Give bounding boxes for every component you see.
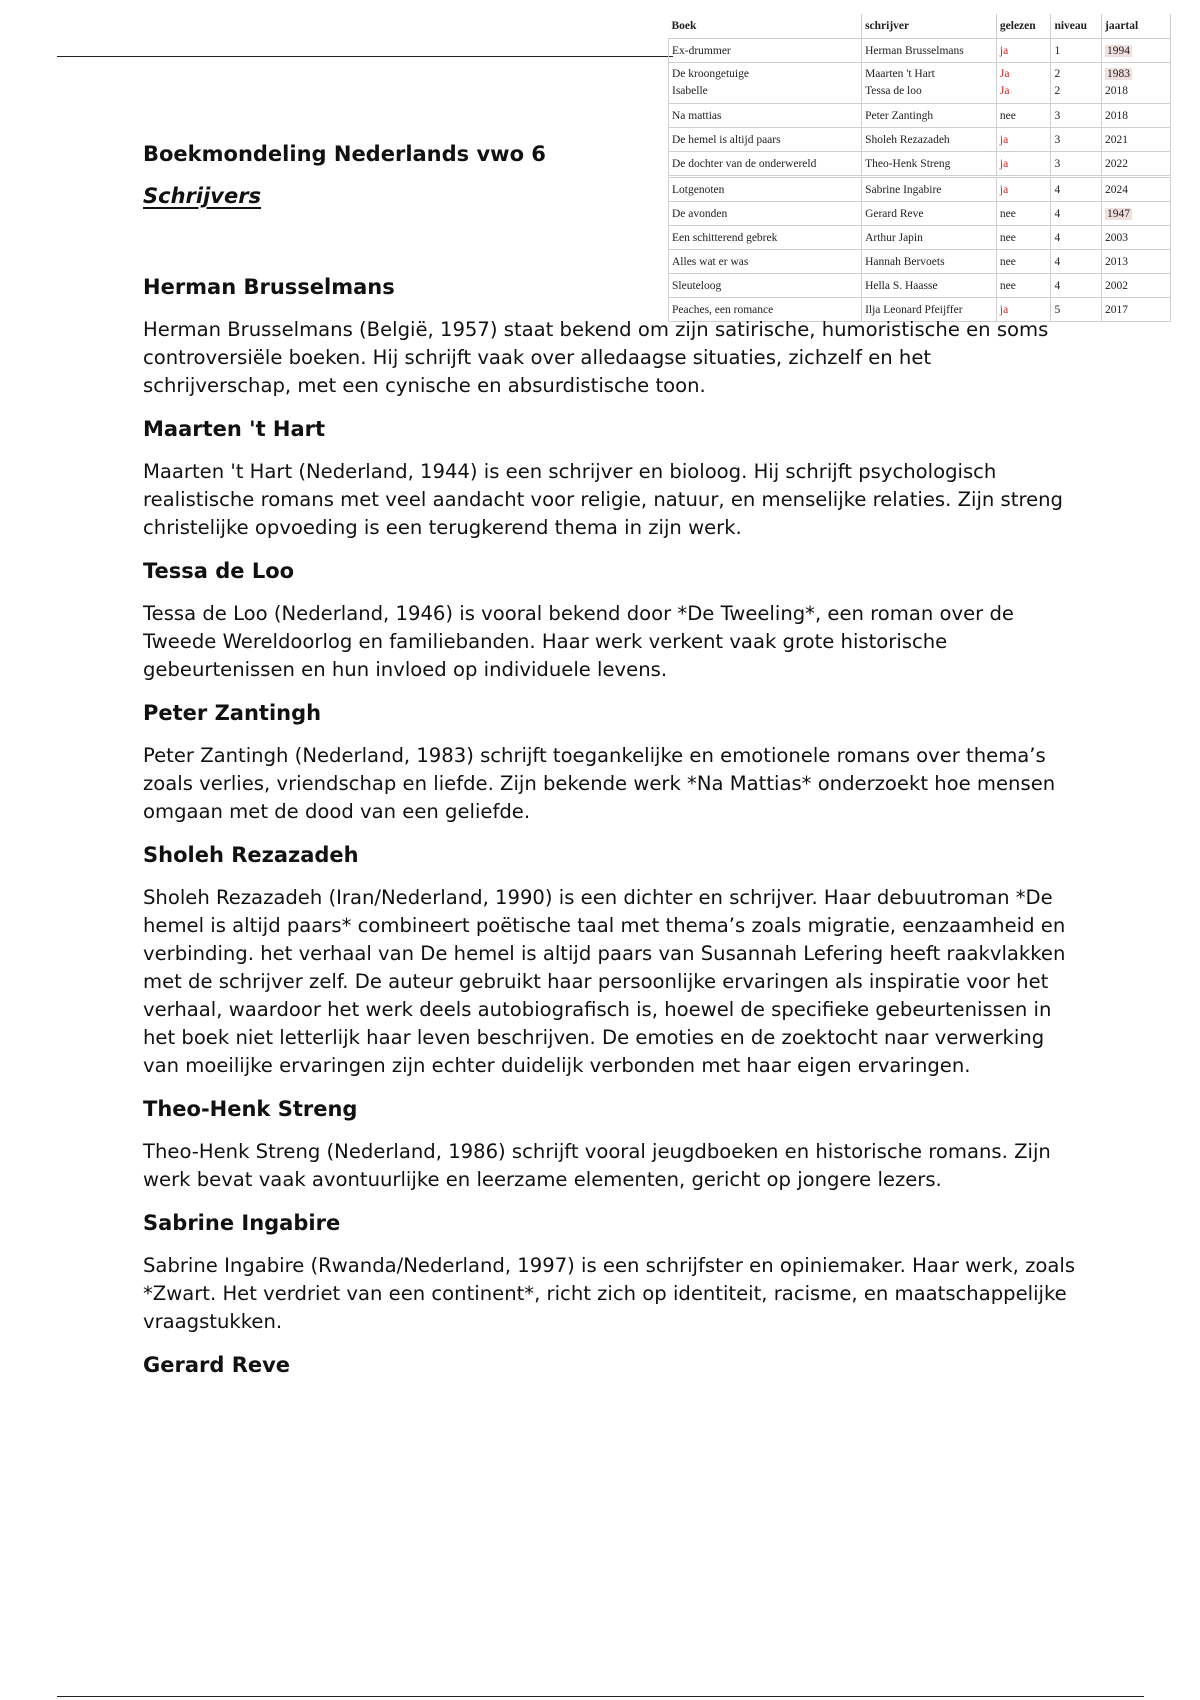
header-rule [57, 56, 673, 57]
table-row [669, 39, 1171, 63]
cell-level: 5 [1051, 298, 1102, 322]
cell-level-line: 2 [1054, 85, 1061, 97]
cell-book: Na mattias [669, 104, 862, 128]
cell-level: 4 [1051, 202, 1102, 226]
cell-book [669, 63, 862, 104]
cell-book-line: Isabelle [672, 85, 708, 97]
table-row [669, 152, 1171, 177]
cell-book: Lotgenoten [669, 177, 862, 202]
cell-level: 4 [1051, 250, 1102, 274]
author-bio-brusselmans: Herman Brusselmans (België, 1957) staat bekend om zijn satirische, humoristische en soms controversiële boeken. Hij schrijft vaak over alledaagse situaties, zichzelf en het schrijverschap, met een cynische en absurdistische toon. [143, 318, 1049, 397]
author-heading-reve: Gerard Reve [143, 1353, 291, 1377]
column-header-author: schrijver [862, 14, 997, 39]
cell-level-line: 2 [1054, 68, 1061, 80]
document-subtitle: Schrijvers [143, 184, 262, 208]
footer-rule [57, 1696, 1144, 1697]
cell-read: nee [996, 250, 1051, 274]
author-heading-ingabire: Sabrine Ingabire [143, 1211, 341, 1235]
author-heading-rezazadeh: Sholeh Rezazadeh [143, 843, 359, 867]
cell-year-line: 2018 [1105, 85, 1128, 97]
author-sections [143, 273, 1078, 1394]
cell-year: 2021 [1102, 128, 1171, 152]
cell-read: ja [996, 152, 1051, 177]
cell-year: 2022 [1102, 152, 1171, 177]
cell-author: Hannah Bervoets [862, 250, 997, 274]
cell-book: Ex-drummer [669, 39, 862, 63]
cell-level: 3 [1051, 104, 1102, 128]
author-heading-streng: Theo-Henk Streng [143, 1097, 358, 1121]
cell-author-line: Tessa de loo [865, 85, 922, 97]
cell-level: 1 [1051, 39, 1102, 63]
column-header-year: jaartal [1102, 14, 1171, 39]
cell-year: 2013 [1102, 250, 1171, 274]
author-bio-ingabire: Sabrine Ingabire (Rwanda/Nederland, 1997) is een schrijfster en opiniemaker. Haar werk, zoals *Zwart. Het verdriet van een continent*, richt zich op identiteit, racisme, en maatschappelijke vraagstukken. [143, 1254, 1076, 1333]
cell-year-line [1105, 66, 1167, 83]
table-row [669, 63, 1171, 104]
cell-book: De hemel is altijd paars [669, 128, 862, 152]
table-row [669, 128, 1171, 152]
cell-book: Een schitterend gebrek [669, 226, 862, 250]
cell-author: Sholeh Rezazadeh [862, 128, 997, 152]
author-bio-de-loo: Tessa de Loo (Nederland, 1946) is vooral bekend door *De Tweeling*, een roman over de Tweede Wereldoorlog en familiebanden. Haar werk verkent vaak grote historische gebeurtenissen en hun invloed op individuele levens. [143, 602, 1014, 681]
table-row [669, 250, 1171, 274]
cell-level: 3 [1051, 152, 1102, 177]
cell-read: ja [996, 298, 1051, 322]
document-title: Boekmondeling Nederlands vwo 6 [143, 142, 546, 166]
cell-level: 3 [1051, 128, 1102, 152]
cell-read: nee [996, 104, 1051, 128]
year-highlight: 1947 [1107, 207, 1130, 220]
author-heading-de-loo: Tessa de Loo [143, 559, 295, 583]
cell-author: Gerard Reve [862, 202, 997, 226]
cell-year: 2018 [1102, 104, 1171, 128]
year-highlight: 1983 [1107, 68, 1130, 80]
cell-author: Ilja Leonard Pfeijffer [862, 298, 997, 322]
cell-book: De avonden [669, 202, 862, 226]
cell-read-line: Ja [999, 68, 1010, 80]
cell-book-line: De kroongetuige [672, 68, 749, 80]
cell-year: 2003 [1102, 226, 1171, 250]
cell-read: nee [996, 202, 1051, 226]
cell-year: 2002 [1102, 274, 1171, 298]
cell-read [996, 63, 1051, 104]
author-bio-zantingh: Peter Zantingh (Nederland, 1983) schrijft toegankelijke en emotionele romans over thema’s zoals verlies, vriendschap en liefde. Zijn bekende werk *Na Mattias* onderzoekt hoe mensen omgaan met de dood van een geliefde. [143, 744, 1056, 823]
cell-author: Hella S. Haasse [862, 274, 997, 298]
cell-year: 2017 [1102, 298, 1171, 322]
cell-read: nee [996, 274, 1051, 298]
cell-author [862, 63, 997, 104]
table-row [669, 177, 1171, 202]
author-bio-streng: Theo-Henk Streng (Nederland, 1986) schrijft vooral jeugdboeken en historische romans. Zijn werk bevat vaak avontuurlijke en leerzame elementen, gericht op jongere lezers. [143, 1140, 1051, 1191]
cell-level: 4 [1051, 274, 1102, 298]
cell-author: Peter Zantingh [862, 104, 997, 128]
author-bio-t-hart: Maarten 't Hart (Nederland, 1944) is een schrijver en bioloog. Hij schrijft psychologisch realistische romans met veel aandacht voor religie, natuur, en menselijke relaties. Zijn streng christelijke opvoeding is een terugkerend thema in zijn werk. [143, 460, 1063, 539]
author-heading-brusselmans: Herman Brusselmans [143, 275, 395, 299]
book-table-header-row [669, 14, 1171, 39]
table-row [669, 226, 1171, 250]
cell-author: Theo-Henk Streng [862, 152, 997, 177]
cell-read: ja [996, 128, 1051, 152]
cell-author: Arthur Japin [862, 226, 997, 250]
cell-book: De dochter van de onderwereld [669, 152, 862, 177]
table-row [669, 202, 1171, 226]
cell-author: Herman Brusselmans [862, 39, 997, 63]
cell-level [1051, 63, 1102, 104]
author-bio-rezazadeh: Sholeh Rezazadeh (Iran/Nederland, 1990) is een dichter en schrijver. Haar debuutroman *De hemel is altijd paars* combineert poëtische taal met thema’s zoals migratie, eenzaamheid en verbinding. het verhaal van De hemel is altijd paars van Susannah Lefering heeft raakvlakken met de schrijver zelf. De auteur gebruikt haar persoonlijke ervaringen als inspiratie voor het verhaal, waardoor het werk deels autobiografisch is, hoewel de specifieke gebeurtenissen in het boek niet letterlijk haar leven beschrijven. De emoties en de zoektocht naar verwerking van moeilijke ervaringen zijn echter duidelijk verbonden met haar eigen ervaringen. [143, 886, 1066, 1077]
cell-level: 4 [1051, 177, 1102, 202]
cell-level: 4 [1051, 226, 1102, 250]
year-highlight: 1994 [1107, 44, 1130, 57]
column-header-read: gelezen [996, 14, 1051, 39]
cell-read-line: Ja [999, 85, 1010, 97]
author-heading-zantingh: Peter Zantingh [143, 701, 322, 725]
cell-year [1102, 202, 1171, 226]
cell-book: Sleuteloog [669, 274, 862, 298]
cell-read: nee [996, 226, 1051, 250]
table-row [669, 104, 1171, 128]
cell-author: Sabrine Ingabire [862, 177, 997, 202]
cell-year [1102, 39, 1171, 63]
cell-read: ja [996, 177, 1051, 202]
column-header-level: niveau [1051, 14, 1102, 39]
cell-book: Alles wat er was [669, 250, 862, 274]
cell-book: Peaches, een romance [669, 298, 862, 322]
cell-read: ja [996, 39, 1051, 63]
cell-year [1102, 63, 1171, 104]
column-header-book: Boek [669, 14, 862, 39]
cell-author-line: Maarten 't Hart [865, 68, 935, 80]
cell-year: 2024 [1102, 177, 1171, 202]
author-heading-t-hart: Maarten 't Hart [143, 417, 326, 441]
